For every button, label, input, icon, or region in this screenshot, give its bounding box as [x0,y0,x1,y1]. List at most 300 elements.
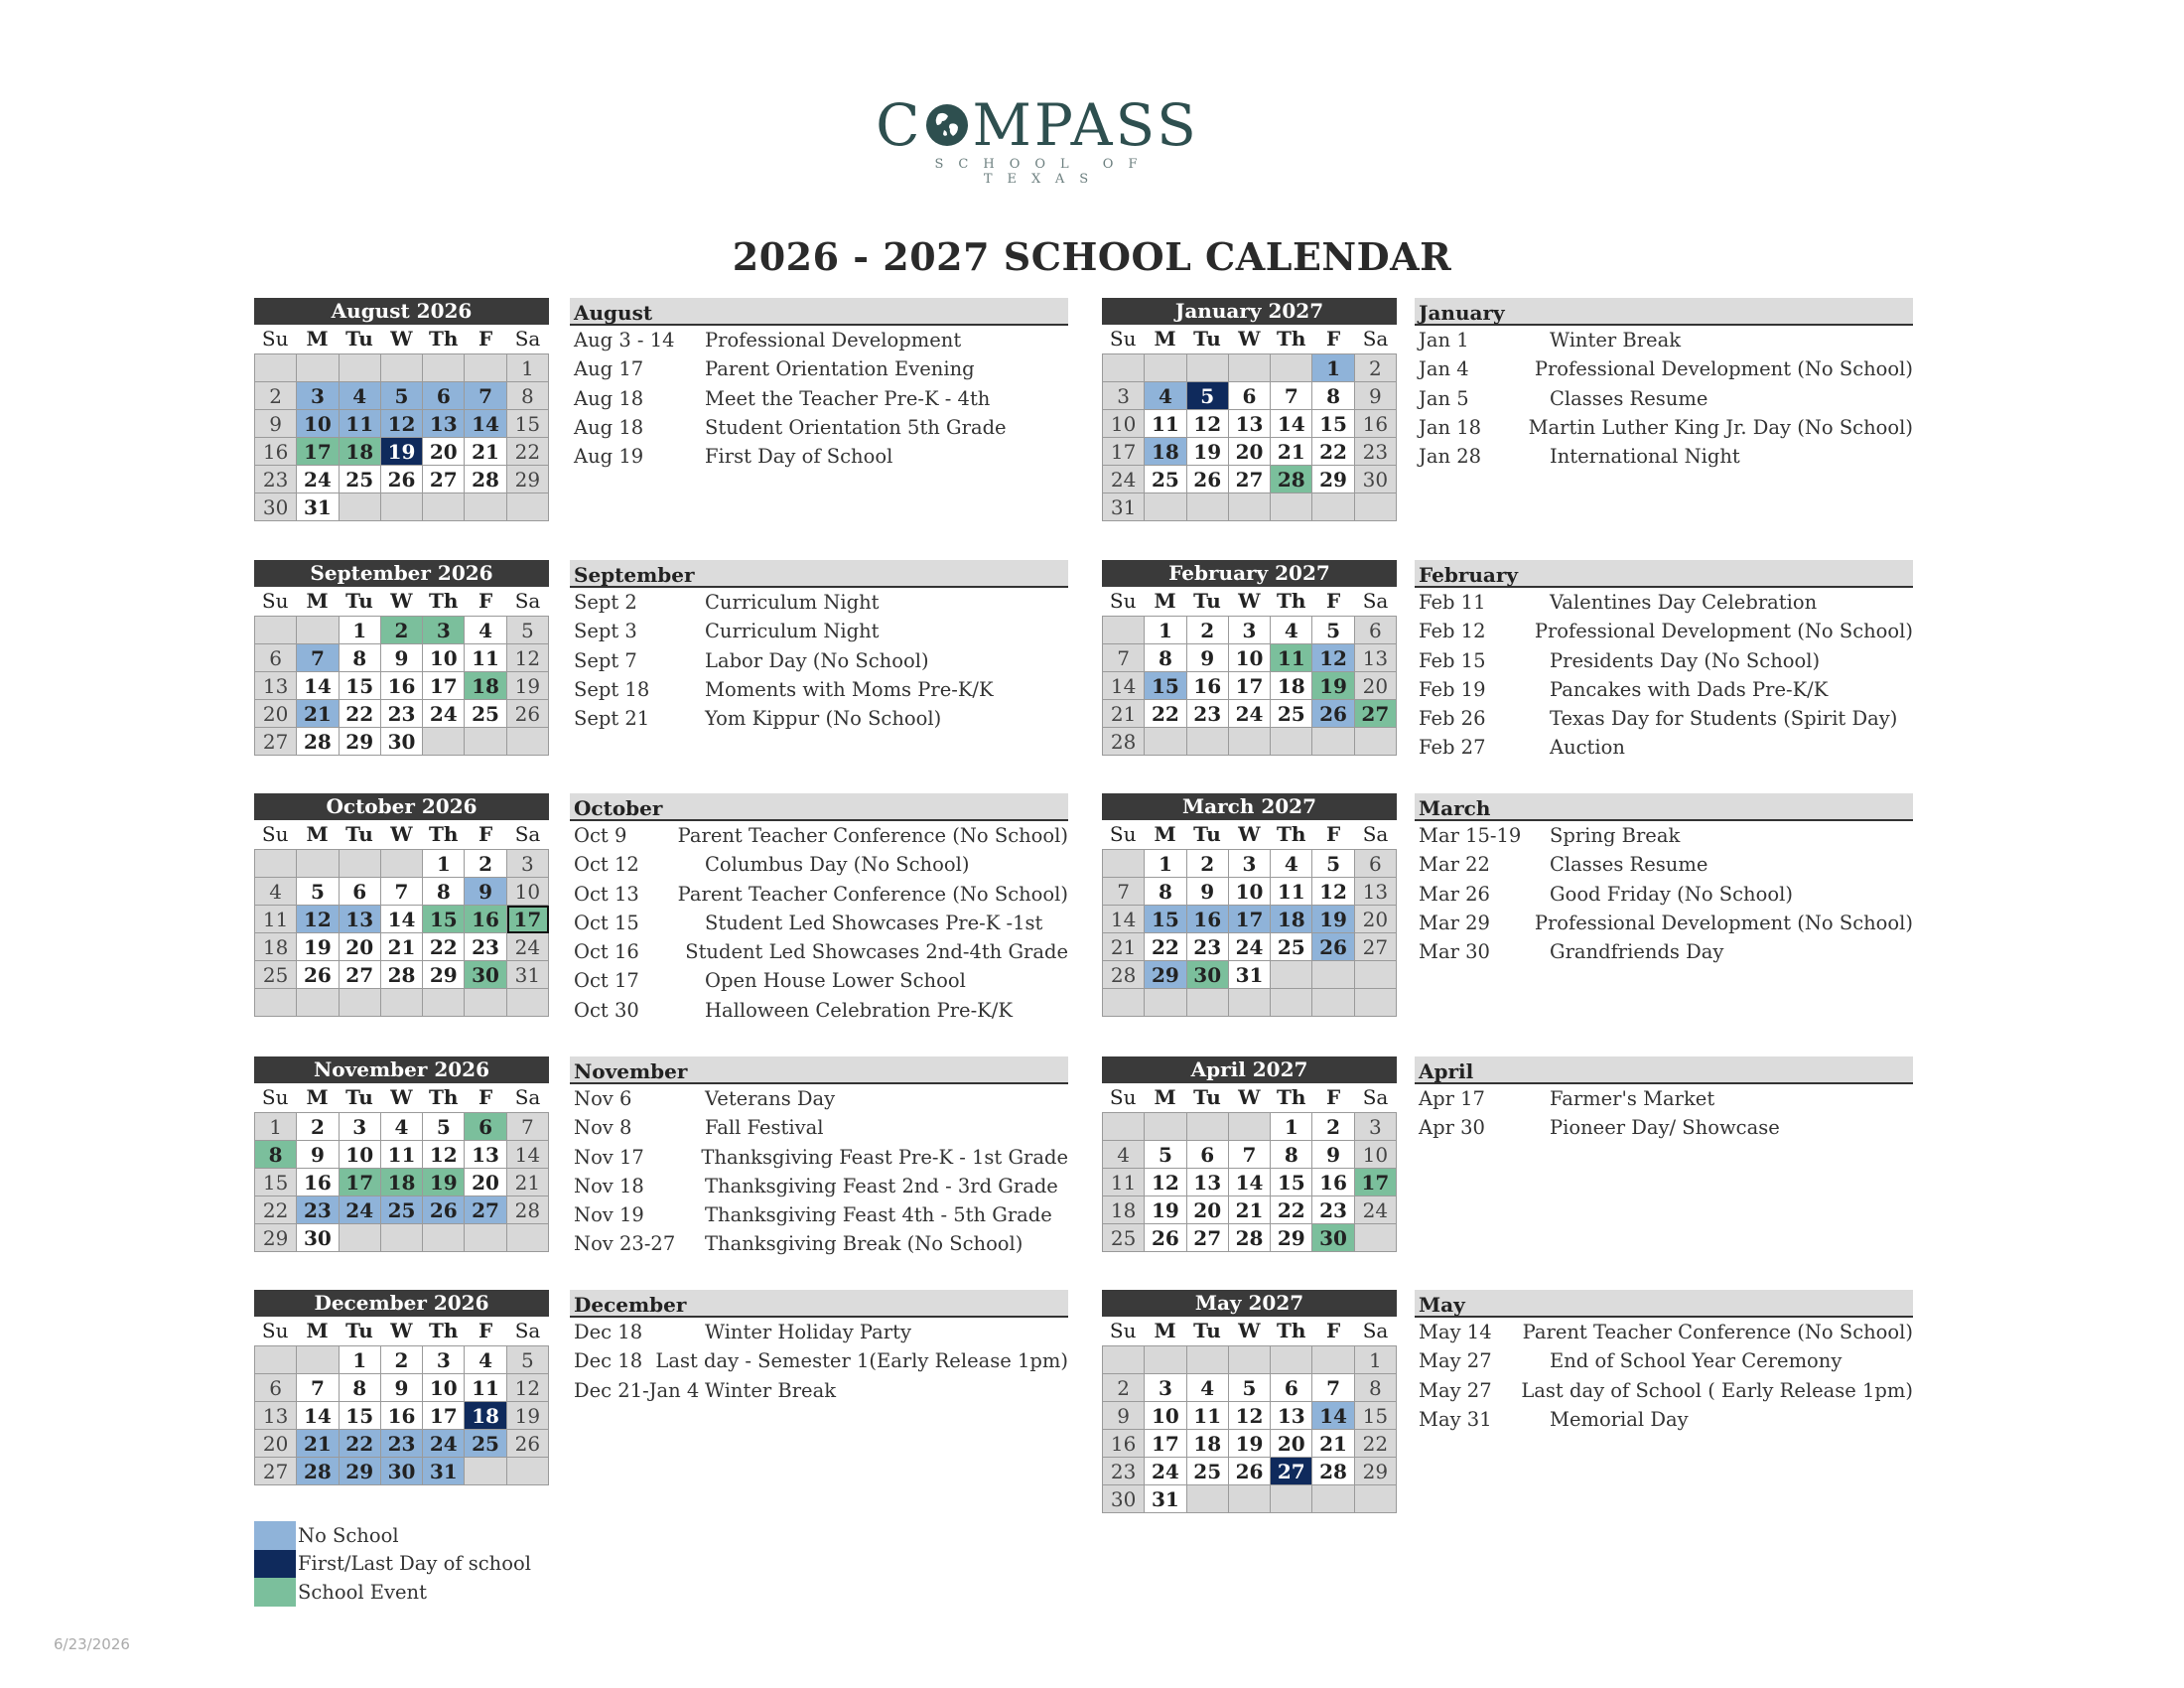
weekday-header [254,325,549,353]
empty-day-cell [340,493,381,521]
event-description: Professional Development (No School) [1534,911,1913,934]
weekday-label: W [1238,1085,1261,1109]
event-description: End of School Year Ceremony [1550,1349,1843,1373]
empty-day-cell [1312,1346,1354,1374]
event-date: Oct 12 [574,853,639,877]
legend-label: School Event [298,1580,427,1604]
day-cell: 10 [507,878,549,906]
event-date: Apr 17 [1419,1087,1485,1110]
day-cell: 1 [255,1113,297,1141]
day-cell: 12 [423,1141,465,1169]
day-cell: 18 [1103,1196,1145,1224]
day-cell: 25 [1271,700,1312,728]
day-cell: 13 [255,672,297,700]
event-date: Jan 4 [1419,357,1469,381]
day-cell: 6 [340,878,381,906]
event-list [1415,1290,1913,1434]
day-cell: 22 [1355,1430,1397,1458]
weekday-label: Th [429,589,459,613]
day-cell: 17 [340,1169,381,1196]
event-list [570,298,1068,471]
empty-day-cell [1145,989,1186,1017]
day-cell: 15 [1145,906,1186,933]
day-cell: 28 [507,1196,549,1224]
day-cell: 9 [255,410,297,438]
month-title: February 2027 [1102,560,1397,587]
weekday-label: Tu [345,1085,373,1109]
empty-day-cell [1103,850,1145,878]
empty-day-cell [255,354,297,382]
day-cell: 27 [340,961,381,989]
day-cell: 27 [465,1196,506,1224]
month-calendar [1102,560,1397,756]
event-row [570,1200,1068,1229]
event-description: Halloween Celebration Pre-K/K [705,998,1013,1022]
day-cell: 11 [255,906,297,933]
day-cell: 10 [1103,410,1145,438]
weekday-label: F [478,1085,493,1109]
weekday-label: Tu [345,589,373,613]
day-cell: 8 [1271,1141,1312,1169]
empty-day-cell [507,1458,549,1485]
day-cell: 5 [507,1346,549,1374]
empty-day-cell [1312,961,1354,989]
event-row [570,909,1068,937]
event-description: Student Led Showcases 2nd-4th Grade [685,940,1068,964]
weekday-label: Tu [345,327,373,351]
weekday-label: Th [429,822,459,846]
event-description: Last day of School ( Early Release 1pm) [1521,1378,1913,1402]
day-cell: 14 [1103,906,1145,933]
day-cell: 15 [1355,1402,1397,1430]
day-cell: 24 [1229,933,1271,961]
empty-day-cell [1187,1346,1229,1374]
day-cell: 22 [507,438,549,466]
month-title: April 2027 [1102,1056,1397,1083]
day-cell: 11 [1103,1169,1145,1196]
weekday-label: M [1154,1319,1176,1342]
day-cell: 25 [1103,1224,1145,1252]
day-cell: 29 [423,961,465,989]
day-cell: 8 [507,382,549,410]
event-list [1415,560,1913,763]
day-cell: 6 [1229,382,1271,410]
event-list-heading: October [570,793,1068,821]
event-date: May 31 [1419,1407,1492,1431]
event-description: Presidents Day (No School) [1550,648,1821,672]
month-calendar [1102,1056,1397,1252]
event-date: Feb 27 [1419,736,1486,760]
day-cell: 3 [507,850,549,878]
day-cell: 27 [1355,933,1397,961]
event-description: Labor Day (No School) [705,648,929,672]
day-cell: 27 [1187,1224,1229,1252]
day-cell: 17 [297,438,339,466]
weekday-header [1102,1083,1397,1112]
day-cell: 6 [423,382,465,410]
day-cell: 3 [1355,1113,1397,1141]
day-cell: 21 [381,933,423,961]
day-cell: 5 [1229,1374,1271,1402]
empty-day-cell [1103,989,1145,1017]
day-cell: 22 [1145,933,1186,961]
day-cell: 23 [381,700,423,728]
day-cell: 4 [465,617,506,644]
empty-day-cell [1229,354,1271,382]
day-cell: 7 [381,878,423,906]
day-cell: 28 [297,728,339,756]
event-row [570,1172,1068,1200]
day-cell: 24 [1145,1458,1186,1485]
day-cell: 9 [381,1374,423,1402]
event-list-heading: May [1415,1290,1913,1318]
weekday-label: Tu [345,822,373,846]
weekday-header [1102,820,1397,849]
event-date: Sept 7 [574,648,637,672]
month-title: May 2027 [1102,1290,1397,1317]
day-cell: 7 [1312,1374,1354,1402]
empty-day-cell [1145,1113,1186,1141]
day-cell: 11 [381,1141,423,1169]
weekday-label: W [1238,327,1261,351]
event-date: Dec 18 [574,1321,643,1343]
empty-day-cell [507,1224,549,1252]
event-description: Moments with Moms Pre-K/K [705,677,994,701]
day-cell: 30 [381,1458,423,1485]
day-cell: 18 [465,1402,506,1430]
event-list [570,1056,1068,1259]
day-cell: 5 [297,878,339,906]
event-description: Parent Orientation Evening [705,357,975,381]
event-row [1415,909,1913,937]
event-row [570,850,1068,879]
empty-day-cell [1355,989,1397,1017]
empty-day-cell [1145,354,1186,382]
day-cell: 13 [1355,878,1397,906]
event-row [570,937,1068,966]
day-cell: 21 [1312,1430,1354,1458]
weekday-header [1102,587,1397,616]
empty-day-cell [423,493,465,521]
day-cell: 23 [1312,1196,1354,1224]
weekday-label: Sa [514,589,541,613]
day-cell: 9 [297,1141,339,1169]
event-row [1415,646,1913,675]
event-date: Aug 18 [574,386,644,410]
weekday-label: Sa [1362,1319,1389,1342]
event-list [1415,298,1913,471]
event-description: Parent Teacher Conference (No School) [677,882,1068,906]
day-cell: 29 [1145,961,1186,989]
legend-label: First/Last Day of school [298,1552,531,1576]
weekday-label: W [390,822,413,846]
day-cell: 4 [1103,1141,1145,1169]
globe-icon [924,102,970,148]
day-cell: 10 [340,1141,381,1169]
day-cell: 12 [507,1374,549,1402]
event-row [1415,1084,1913,1113]
event-date: Sept 18 [574,677,650,701]
day-cell: 22 [340,700,381,728]
day-cell: 11 [465,644,506,672]
day-cell: 20 [255,1430,297,1458]
event-row [570,413,1068,442]
event-row [1415,675,1913,704]
event-date: Aug 18 [574,415,644,439]
day-grid [1102,1112,1397,1252]
event-description: Thanksgiving Feast 4th - 5th Grade [705,1203,1052,1227]
day-cell: 8 [340,644,381,672]
empty-day-cell [1271,354,1312,382]
day-cell: 30 [1187,961,1229,989]
day-cell: 1 [340,1346,381,1374]
day-cell: 26 [1145,1224,1186,1252]
day-cell: 7 [297,644,339,672]
day-cell: 9 [381,644,423,672]
event-row [570,1229,1068,1258]
empty-day-cell [1355,1224,1397,1252]
empty-day-cell [1312,728,1354,756]
weekday-label: Sa [1362,589,1389,613]
legend-label: No School [298,1523,399,1547]
empty-day-cell [1271,1346,1312,1374]
event-row [570,1376,1068,1405]
day-cell: 23 [1355,438,1397,466]
day-cell: 13 [1187,1169,1229,1196]
day-cell: 15 [340,1402,381,1430]
day-cell: 5 [381,382,423,410]
event-date: Jan 1 [1419,329,1469,352]
day-cell: 3 [1145,1374,1186,1402]
weekday-label: Su [261,1085,289,1109]
empty-day-cell [255,617,297,644]
legend-item-no-school [254,1521,531,1550]
day-cell: 20 [423,438,465,466]
day-cell: 25 [1187,1458,1229,1485]
day-cell: 15 [507,410,549,438]
weekday-header [254,1317,549,1345]
event-description: Farmer's Market [1550,1087,1715,1110]
empty-day-cell [1229,1113,1271,1141]
empty-day-cell [1271,961,1312,989]
day-cell: 25 [1145,466,1186,493]
empty-day-cell [465,493,506,521]
weekday-label: F [1326,327,1341,351]
day-cell: 21 [1229,1196,1271,1224]
weekday-label: Tu [1193,822,1221,846]
weekday-label: Th [1277,822,1306,846]
logo-subtitle: SCHOOL OF TEXAS [934,157,1153,187]
day-cell: 10 [1229,644,1271,672]
day-grid [1102,1345,1397,1513]
day-cell: 20 [1271,1430,1312,1458]
event-row [570,1346,1068,1375]
day-cell: 29 [1355,1458,1397,1485]
event-row [570,326,1068,354]
weekday-label: Su [261,1319,289,1342]
day-cell: 31 [1103,493,1145,521]
weekday-label: F [478,822,493,846]
day-cell: 19 [1229,1430,1271,1458]
day-cell: 30 [297,1224,339,1252]
day-cell: 5 [507,617,549,644]
day-cell: 15 [255,1169,297,1196]
day-cell: 31 [1229,961,1271,989]
day-cell: 13 [423,410,465,438]
day-cell: 20 [1355,906,1397,933]
day-cell: 29 [340,728,381,756]
day-cell: 12 [1312,644,1354,672]
day-cell: 20 [340,933,381,961]
day-cell: 31 [507,961,549,989]
day-cell: 1 [340,617,381,644]
empty-day-cell [297,354,339,382]
weekday-label: M [1154,589,1176,613]
day-cell: 7 [297,1374,339,1402]
empty-day-cell [465,728,506,756]
event-list [1415,1056,1913,1143]
day-cell: 6 [1187,1141,1229,1169]
event-description: Veterans Day [705,1087,836,1110]
empty-day-cell [297,989,339,1017]
event-row [570,966,1068,995]
day-cell: 1 [1271,1113,1312,1141]
weekday-label: F [1326,822,1341,846]
day-cell: 3 [423,1346,465,1374]
event-row [570,1084,1068,1113]
day-cell: 1 [423,850,465,878]
event-date: Sept 2 [574,591,637,614]
day-cell: 8 [1312,382,1354,410]
weekday-label: W [390,327,413,351]
day-cell: 20 [1355,672,1397,700]
event-description: Open House Lower School [705,969,966,993]
empty-day-cell [340,850,381,878]
day-cell: 13 [1271,1402,1312,1430]
event-description: Winter Holiday Party [705,1321,911,1343]
day-cell: 14 [381,906,423,933]
empty-day-cell [1187,989,1229,1017]
page-title: 2026 - 2027 SCHOOL CALENDAR [732,234,1452,279]
event-list [1415,793,1913,966]
event-date: Mar 22 [1419,853,1490,877]
empty-day-cell [1355,961,1397,989]
day-cell: 26 [507,1430,549,1458]
event-row [570,588,1068,617]
empty-day-cell [423,1224,465,1252]
month-title: January 2027 [1102,298,1397,325]
day-cell: 4 [1187,1374,1229,1402]
event-row [570,354,1068,383]
day-cell: 14 [1229,1169,1271,1196]
day-cell: 22 [423,933,465,961]
weekday-label: M [306,1319,329,1342]
event-list-heading: November [570,1056,1068,1084]
day-cell: 17 [1229,906,1271,933]
day-cell: 13 [340,906,381,933]
empty-day-cell [1187,1485,1229,1513]
empty-day-cell [423,989,465,1017]
day-cell: 19 [1187,438,1229,466]
month-title: December 2026 [254,1290,549,1317]
empty-day-cell [381,1224,423,1252]
day-cell: 23 [255,466,297,493]
day-cell: 31 [423,1458,465,1485]
day-grid [254,1112,549,1252]
empty-day-cell [1355,493,1397,521]
event-description: Pancakes with Dads Pre-K/K [1550,677,1829,701]
day-cell: 31 [297,493,339,521]
day-cell: 9 [1355,382,1397,410]
empty-day-cell [340,354,381,382]
day-cell: 12 [297,906,339,933]
day-cell: 10 [297,410,339,438]
day-cell: 19 [507,672,549,700]
day-cell: 12 [1229,1402,1271,1430]
day-cell: 1 [507,354,549,382]
day-cell: 26 [381,466,423,493]
day-cell: 3 [423,617,465,644]
event-date: May 27 [1419,1378,1492,1402]
weekday-label: Sa [514,1319,541,1342]
weekday-label: F [478,589,493,613]
day-cell: 11 [1271,644,1312,672]
event-date: May 27 [1419,1349,1492,1373]
empty-day-cell [1145,728,1186,756]
day-cell: 24 [297,466,339,493]
legend-item-school-event [254,1578,531,1607]
day-cell: 8 [423,878,465,906]
day-cell: 23 [381,1430,423,1458]
event-description: Curriculum Night [705,591,880,614]
event-list-heading: August [570,298,1068,326]
event-row [1415,354,1913,383]
weekday-label: Th [1277,1085,1306,1109]
day-cell: 13 [1229,410,1271,438]
event-row [1415,1113,1913,1142]
day-grid [254,1345,549,1485]
day-cell: 6 [1271,1374,1312,1402]
month-title: October 2026 [254,793,549,820]
weekday-label: M [306,589,329,613]
month-calendar [1102,298,1397,521]
weekday-label: F [1326,1319,1341,1342]
day-cell: 3 [340,1113,381,1141]
event-list-heading: April [1415,1056,1913,1084]
event-row [1415,326,1913,354]
empty-day-cell [1355,1485,1397,1513]
day-cell: 7 [1103,878,1145,906]
weekday-label: Tu [1193,327,1221,351]
day-cell: 14 [297,672,339,700]
weekday-header [254,820,549,849]
day-cell: 6 [465,1113,506,1141]
event-description: Yom Kippur (No School) [705,707,942,731]
event-description: Parent Teacher Conference (No School) [677,824,1068,847]
day-cell: 2 [381,1346,423,1374]
day-cell: 22 [1145,700,1186,728]
empty-day-cell [381,850,423,878]
day-cell: 10 [423,1374,465,1402]
weekday-label: Tu [1193,1085,1221,1109]
day-cell: 29 [255,1224,297,1252]
day-cell: 3 [1103,382,1145,410]
day-cell: 13 [465,1141,506,1169]
day-cell: 7 [507,1113,549,1141]
day-cell: 29 [507,466,549,493]
day-cell: 11 [465,1374,506,1402]
day-cell: 14 [507,1141,549,1169]
